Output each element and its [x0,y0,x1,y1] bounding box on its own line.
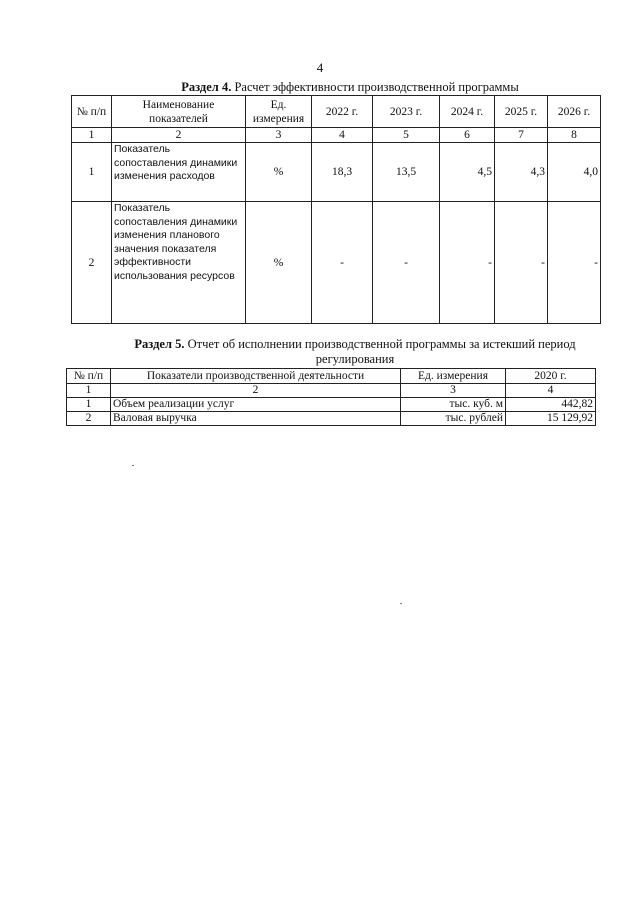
section5-title-text: Отчет об исполнении производственной программы за истекший период регулирования [184,337,576,366]
section4-title [90,80,610,95]
row-name: Показатель сопоставления динамики изменения расходов [112,143,246,202]
table-row [72,143,601,202]
header-name: Показатели производственной деятельности [111,369,401,384]
row-unit: тыс. рублей [401,412,506,426]
header-2022: 2022 г. [312,96,373,128]
section4-title-text: Расчет эффективности производственной программы [231,80,519,94]
section5-colnum-row [67,384,596,398]
scan-speck [132,465,134,466]
colnum: 5 [373,128,440,143]
section4-header-row [72,96,601,128]
row-value-2024: - [440,202,495,324]
row-unit: % [246,143,312,202]
header-name: Наименование показателей [112,96,246,128]
row-value-2024: 4,5 [440,143,495,202]
header-2024: 2024 г. [440,96,495,128]
row-value-2026: 4,0 [548,143,601,202]
row-value-2026: - [548,202,601,324]
row-value-2023: - [373,202,440,324]
colnum: 1 [67,384,111,398]
row-unit: тыс. куб. м [401,398,506,412]
row-name: Показатель сопоставления динамики изменения планового значения показателя эффективности использования ресурсов [112,202,246,324]
header-2020: 2020 г. [506,369,596,384]
section5-table [66,368,596,426]
colnum: 2 [112,128,246,143]
colnum: 6 [440,128,495,143]
table-row [67,398,596,412]
header-2025: 2025 г. [495,96,548,128]
header-num: № п/п [67,369,111,384]
colnum: 8 [548,128,601,143]
header-2026: 2026 г. [548,96,601,128]
row-num: 2 [67,412,111,426]
row-unit: % [246,202,312,324]
row-value-2023: 13,5 [373,143,440,202]
header-unit: Ед. измерения [401,369,506,384]
row-value-2022: - [312,202,373,324]
scan-speck [400,603,402,604]
section4-table [71,95,601,324]
section5-title-bold: Раздел 5. [134,337,185,351]
colnum: 1 [72,128,112,143]
colnum: 7 [495,128,548,143]
row-num: 2 [72,202,112,324]
section5-title [108,337,602,367]
table-row [67,412,596,426]
row-value: 442,82 [506,398,596,412]
row-value: 15 129,92 [506,412,596,426]
header-unit: Ед. измерения [246,96,312,128]
section4-title-bold: Раздел 4. [181,80,232,94]
header-num: № п/п [72,96,112,128]
row-name: Валовая выручка [111,412,401,426]
colnum: 3 [246,128,312,143]
colnum: 4 [312,128,373,143]
row-value-2025: - [495,202,548,324]
row-num: 1 [67,398,111,412]
colnum: 4 [506,384,596,398]
colnum: 3 [401,384,506,398]
row-value-2022: 18,3 [312,143,373,202]
colnum: 2 [111,384,401,398]
row-value-2025: 4,3 [495,143,548,202]
row-name: Объем реализации услуг [111,398,401,412]
row-num: 1 [72,143,112,202]
section5-header-row [67,369,596,384]
header-2023: 2023 г. [373,96,440,128]
table-row [72,202,601,324]
section4-colnum-row [72,128,601,143]
page-number: 4 [316,60,324,75]
